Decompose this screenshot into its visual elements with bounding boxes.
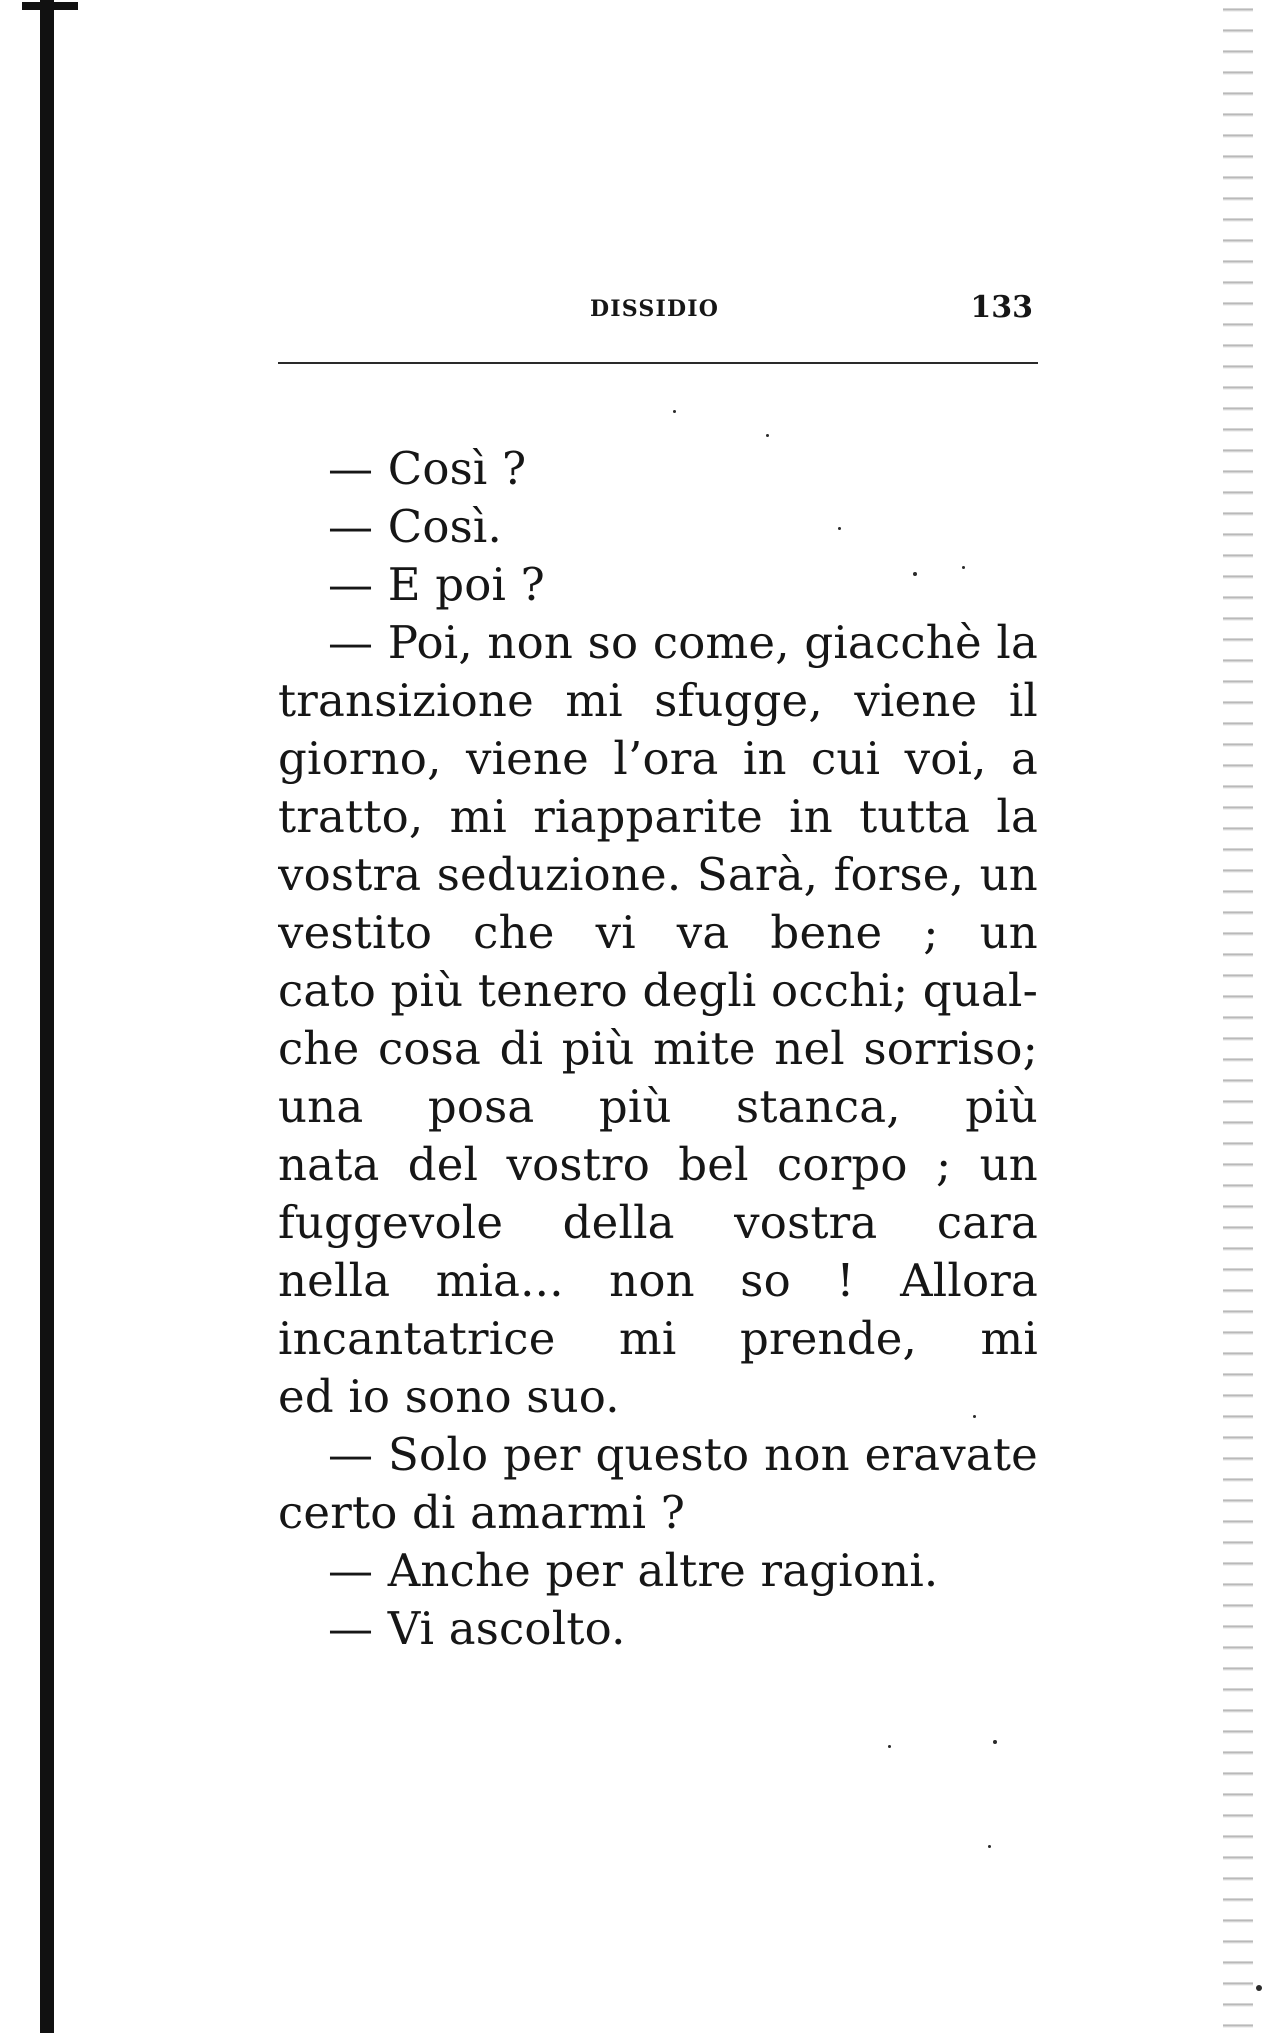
speckle-dot <box>993 1740 997 1744</box>
speckle-dot <box>1256 1985 1262 1991</box>
running-head <box>278 292 1038 328</box>
text-line: — Poi, non so come, giacchè la <box>328 616 1038 669</box>
text-line: — Anche per altre ragioni. <box>328 1544 939 1597</box>
speckle-dot <box>766 434 769 437</box>
book-page <box>278 0 1038 2033</box>
text-line: vestito che vi va bene ; un <box>278 906 1038 959</box>
text-line: che cosa di più mite nel sorriso; <box>278 1022 1038 1075</box>
text-line: transizione mi sfugge, viene il <box>278 674 1038 727</box>
left-binding-edge <box>40 0 54 2033</box>
text-line: nella mia... non so ! Allora <box>278 1254 1038 1307</box>
text-line: fuggevole della vostra cara <box>278 1196 1038 1249</box>
text-line: — E poi ? <box>328 558 545 611</box>
text-line: giorno, viene l’ora in cui voi, a <box>278 732 1038 785</box>
text-line: ed io sono suo. <box>278 1370 620 1423</box>
text-line: tratto, mi riapparite in tutta la <box>278 790 1038 843</box>
right-page-edge <box>1223 0 1253 2033</box>
text-line: — Così. <box>328 500 503 553</box>
speckle-dot <box>988 1845 991 1848</box>
speckle-dot <box>673 410 676 413</box>
text-line: una posa più stanca, più <box>278 1080 1038 1133</box>
text-line: certo di amarmi ? <box>278 1486 686 1539</box>
page-text <box>278 440 1038 1658</box>
text-line: nata del vostro bel corpo ; un <box>278 1138 1038 1191</box>
page-number: 133 <box>970 290 1033 325</box>
text-line: — Solo per questo non eravate <box>328 1428 1038 1481</box>
text-line: — Vi ascolto. <box>328 1602 626 1655</box>
text-line: — Così ? <box>328 442 527 495</box>
speckle-dot <box>888 1745 891 1748</box>
text-line: incantatrice mi prende, mi <box>278 1312 1038 1365</box>
text-line: cato più tenero degli occhi; qual- <box>278 964 1038 1017</box>
running-title: DISSIDIO <box>590 296 720 322</box>
header-rule <box>278 362 1038 364</box>
text-line: vostra seduzione. Sarà, forse, un <box>278 848 1038 901</box>
